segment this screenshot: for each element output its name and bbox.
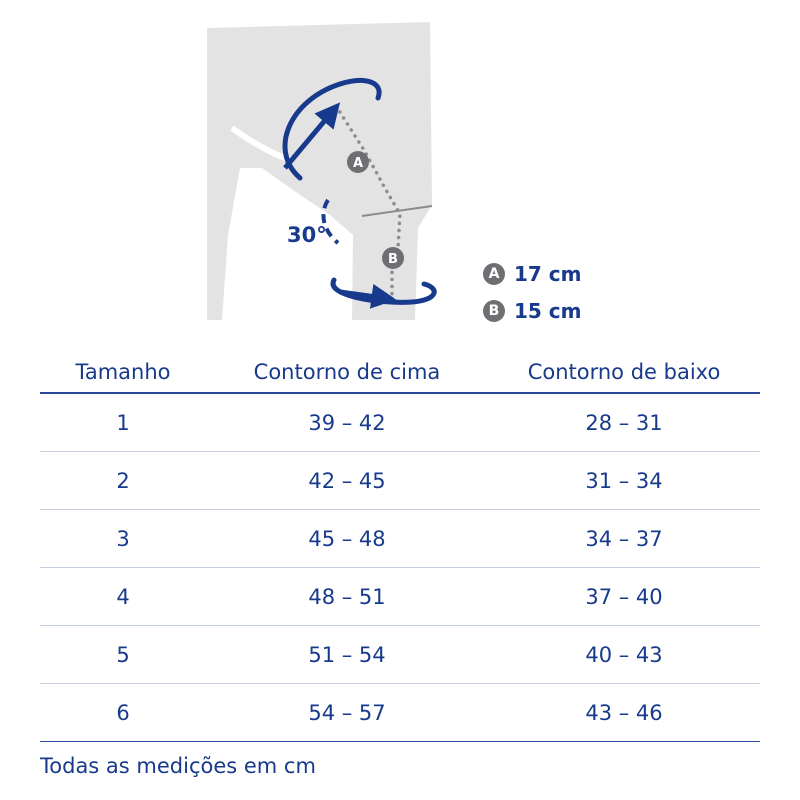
cell-upper-contour: 54 – 57 <box>206 684 488 742</box>
legend-value-b: 15 cm <box>514 299 582 323</box>
point-b-label: B <box>388 252 398 267</box>
legend-item-a <box>483 262 582 286</box>
cell-upper-contour: 51 – 54 <box>206 626 488 684</box>
cell-upper-contour: 48 – 51 <box>206 568 488 626</box>
table-row <box>40 568 760 626</box>
cell-size: 6 <box>40 684 206 742</box>
cell-size: 1 <box>40 393 206 452</box>
cell-lower-contour: 28 – 31 <box>488 393 760 452</box>
header-upper-contour: Contorno de cima <box>206 352 488 393</box>
cell-upper-contour: 45 – 48 <box>206 510 488 568</box>
leg-measurement-diagram <box>0 0 800 340</box>
header-size: Tamanho <box>40 352 206 393</box>
header-lower-contour: Contorno de baixo <box>488 352 760 393</box>
legend-badge-b: B <box>483 300 505 322</box>
leg-silhouette <box>207 22 432 320</box>
cell-lower-contour: 34 – 37 <box>488 510 760 568</box>
cell-lower-contour: 31 – 34 <box>488 452 760 510</box>
table-row <box>40 626 760 684</box>
cell-lower-contour: 37 – 40 <box>488 568 760 626</box>
table-row <box>40 684 760 742</box>
table-row <box>40 452 760 510</box>
table-row <box>40 393 760 452</box>
legend-value-a: 17 cm <box>514 262 582 286</box>
cell-lower-contour: 43 – 46 <box>488 684 760 742</box>
cell-size: 5 <box>40 626 206 684</box>
cell-size: 2 <box>40 452 206 510</box>
legend-badge-a: A <box>483 263 505 285</box>
cell-upper-contour: 42 – 45 <box>206 452 488 510</box>
size-table <box>40 352 760 742</box>
cell-upper-contour: 39 – 42 <box>206 393 488 452</box>
point-a-label: A <box>352 156 364 171</box>
table-header-row <box>40 352 760 393</box>
cell-lower-contour: 40 – 43 <box>488 626 760 684</box>
table-row <box>40 510 760 568</box>
angle-label: 30° <box>287 223 327 247</box>
legend-item-b <box>483 299 582 323</box>
cell-size: 3 <box>40 510 206 568</box>
footnote: Todas as medições em cm <box>40 754 316 778</box>
cell-size: 4 <box>40 568 206 626</box>
